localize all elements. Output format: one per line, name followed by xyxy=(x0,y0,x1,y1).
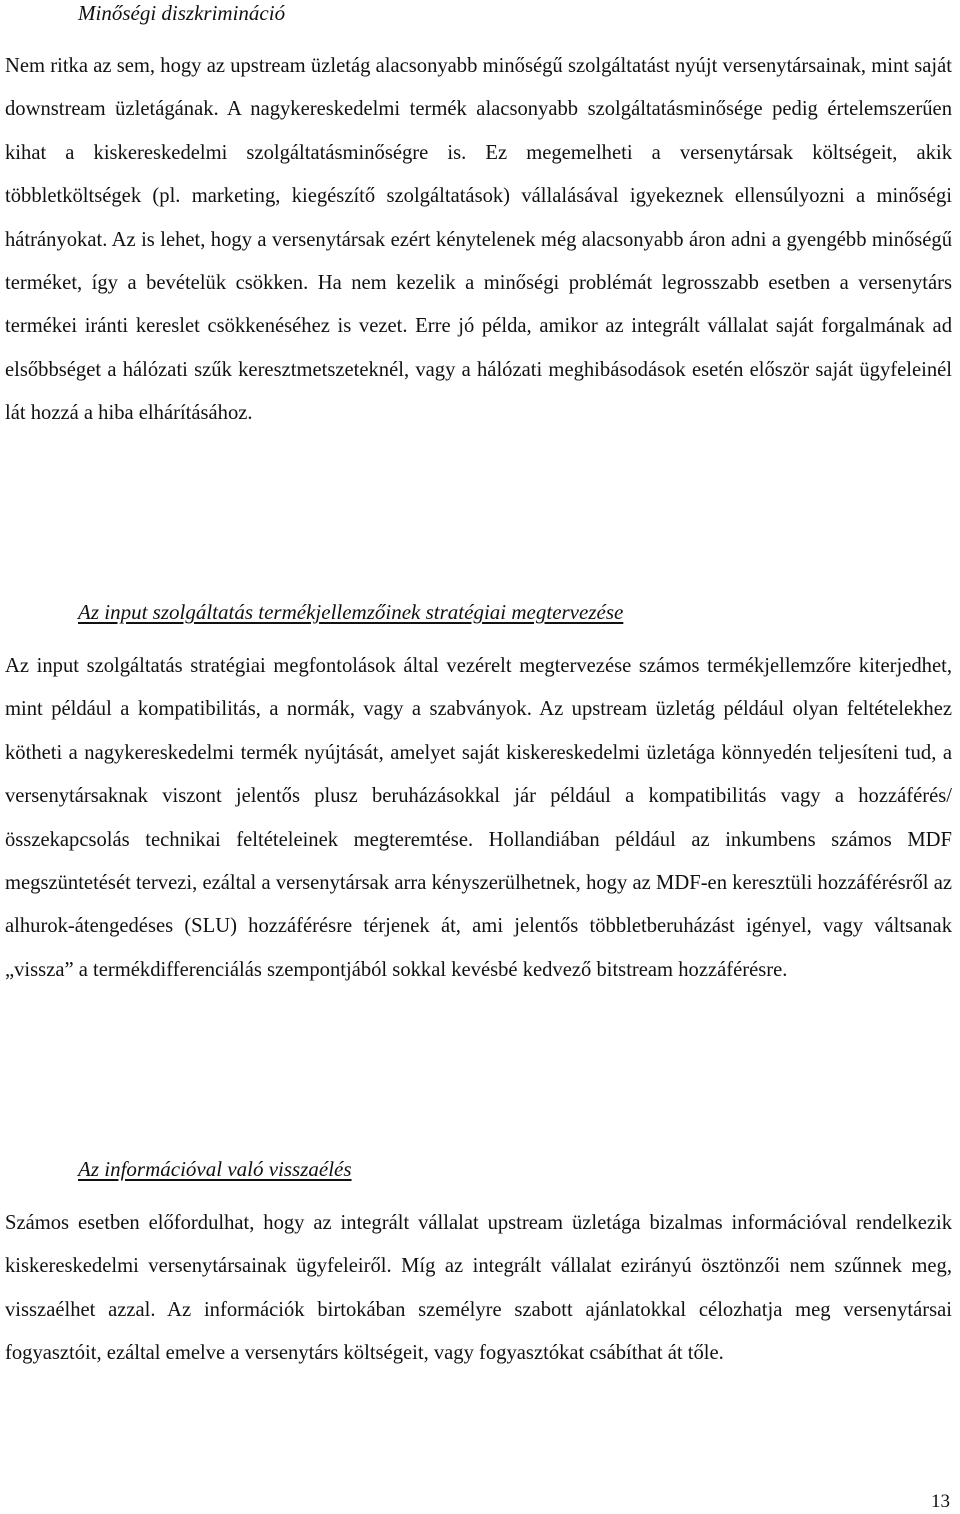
section-heading-information-abuse: Az információval való visszaélés xyxy=(78,1157,352,1181)
section-body-information-abuse: Számos esetben előfordulhat, hogy az integrált vállalat upstream üzletága bizalmas információval rendelkezik kiskereskedelmi versenytársainak ügyfeleiről. Míg az integrált vállalat ezirányú ösztönzői nem szűnnek meg, visszaélhet azzal. Az információk birtokában személyre szabott ajánlatokkal célozhatja meg versenytársai fogyasztóit, ezáltal emelve a versenytárs költségeit, vagy fogyasztókat csábíthat át tőle. xyxy=(5,1212,952,1365)
section-body-input-service-design: Az input szolgáltatás stratégiai megfontolások által vezérelt megtervezése számos termékjellemzőre kiterjedhet, mint például a kompatibilitás, a normák, vagy a szabványok. Az upstream üzletág például olyan feltételekhez kötheti a nagykereskedelmi termék nyújtását, amelyet saját kiskereskedelmi üzletága könnyedén teljesíteni tud, a versenytársaknak viszont jelentős plusz beruházásokkal jár például a kompatibilitás vagy a hozzáférés/ összekapcsolás technikai feltételeinek megteremtése. Hollandiában például az inkumbens számos MDF megszüntetését tervezi, ezáltal a versenytársak arra kényszerülhetnek, hogy az MDF-en keresztüli hozzáférésről az alhurok-átengedéses (SLU) hozzáférésre térjenek át, ami jelentős többletberuházást igényel, vagy váltsanak „vissza” a termékdifferenciálás szempontjából sokkal kevésbé kedvező bitstream hozzáférésre. xyxy=(5,655,952,981)
section-body-quality-discrimination: Nem ritka az sem, hogy az upstream üzletág alacsonyabb minőségű szolgáltatást nyújt versenytársainak, mint saját downstream üzletágának. A nagykereskedelmi termék alacsonyabb szolgáltatásminősége pedig értelemszerűen kihat a kiskereskedelmi szolgáltatásminőségre is. Ez megemelheti a versenytársak költségeit, akik többletköltségek (pl. marketing, kiegészítő szolgáltatások) vállalásával igyekeznek ellensúlyozni a minőségi hátrányokat. Az is lehet, hogy a versenytársak ezért kénytelenek még alacsonyabb áron adni a gyengébb minőségű terméket, így a bevételük csökken. Ha nem kezelik a minőségi problémát legrosszabb esetben a versenytárs termékei iránti kereslet csökkenéséhez is vezet. Erre jó példa, amikor az integrált vállalat saját forgalmának ad elsőbbséget a hálózati szűk keresztmetszeteknél, vagy a hálózati meghibásodások esetén először saját ügyfeleinél lát hozzá a hiba elhárításához. xyxy=(5,55,952,425)
section-heading-quality-discrimination: Minőségi diszkrimináció xyxy=(78,1,286,25)
page-number: 13 xyxy=(931,1491,950,1512)
section-heading-input-service-design: Az input szolgáltatás termékjellemzőinek stratégiai megtervezése xyxy=(78,600,624,624)
